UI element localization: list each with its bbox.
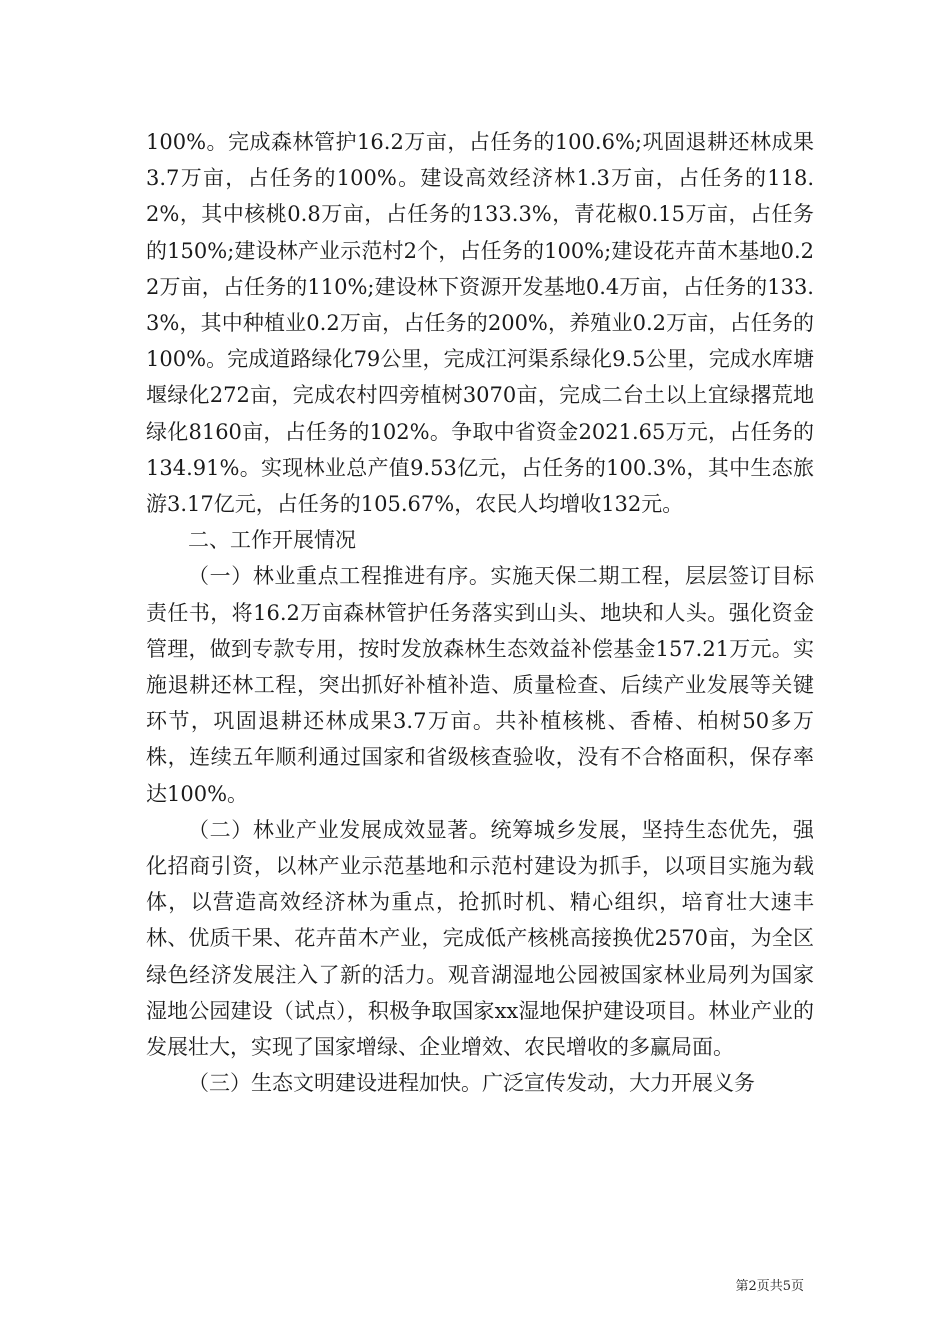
section-heading: 二、工作开展情况 <box>188 528 356 553</box>
paragraph-forestry-industry: （二）林业产业发展成效显著。统筹城乡发展，坚持生态优先，强化招商引资，以林产业示范基地和示范村建设为抓手，以项目实施为载体，以营造高效经济林为重点，抢抓时机、精心组织，培育壮大速丰林、优质干果、花卉苗木产业，完成低产核桃高接换优2570亩，为全区绿色经济发展注入了新的活力。观音湖湿地公园被国家林业局列为国家湿地公园建设（试点），积极争取国家xx湿地保护建设项目。林业产业的发展壮大，实现了国家增绿、企业增效、农民增收的多赢局面。 <box>146 817 814 1060</box>
paragraph-ecological-civilization: （三）生态文明建设进程加快。广泛宣传发动，大力开展义务 <box>188 1071 755 1096</box>
paragraph-continued: 100%。完成森林管护16.2万亩，占任务的100.6%;巩固退耕还林成果3.7万亩，占任务的100%。建设高效经济林1.3万亩，占任务的118.2%，其中核桃0.8万亩，占任务的133.3%，青花椒0.15万亩，占任务的150%;建设林产业示范村2个，占任务的100%;建设花卉苗木基地0.22万亩，占任务的110%;建设林下资源开发基地0.4万亩，占任务的133.3%，其中种植业0.2万亩，占任务的200%，养殖业0.2万亩，占任务的100%。完成道路绿化79公里，完成江河渠系绿化9.5公里，完成水库塘堰绿化272亩，完成农村四旁植树3070亩，完成二台土以上宜绿撂荒地绿化8160亩，占任务的102%。争取中省资金2021.65万元，占任务的134.91%。实现林业总产值9.53亿元，占任务的100.3%，其中生态旅游3.17亿元，占任务的105.67%，农民人均增收132元。 <box>146 130 814 517</box>
page-number-footer: 第2页共5页 <box>735 1279 804 1294</box>
document-body <box>146 124 814 1101</box>
paragraph-forestry-projects: （一）林业重点工程推进有序。实施天保二期工程，层层签订目标责任书，将16.2万亩森林管护任务落实到山头、地块和人头。强化资金管理，做到专款专用，按时发放森林生态效益补偿基金157.21万元。实施退耕还林工程，突出抓好补植补造、质量检查、后续产业发展等关键环节，巩固退耕还林成果3.7万亩。共补植核桃、香椿、柏树50多万株，连续五年顺利通过国家和省级核查验收，没有不合格面积，保存率达100%。 <box>146 564 814 806</box>
